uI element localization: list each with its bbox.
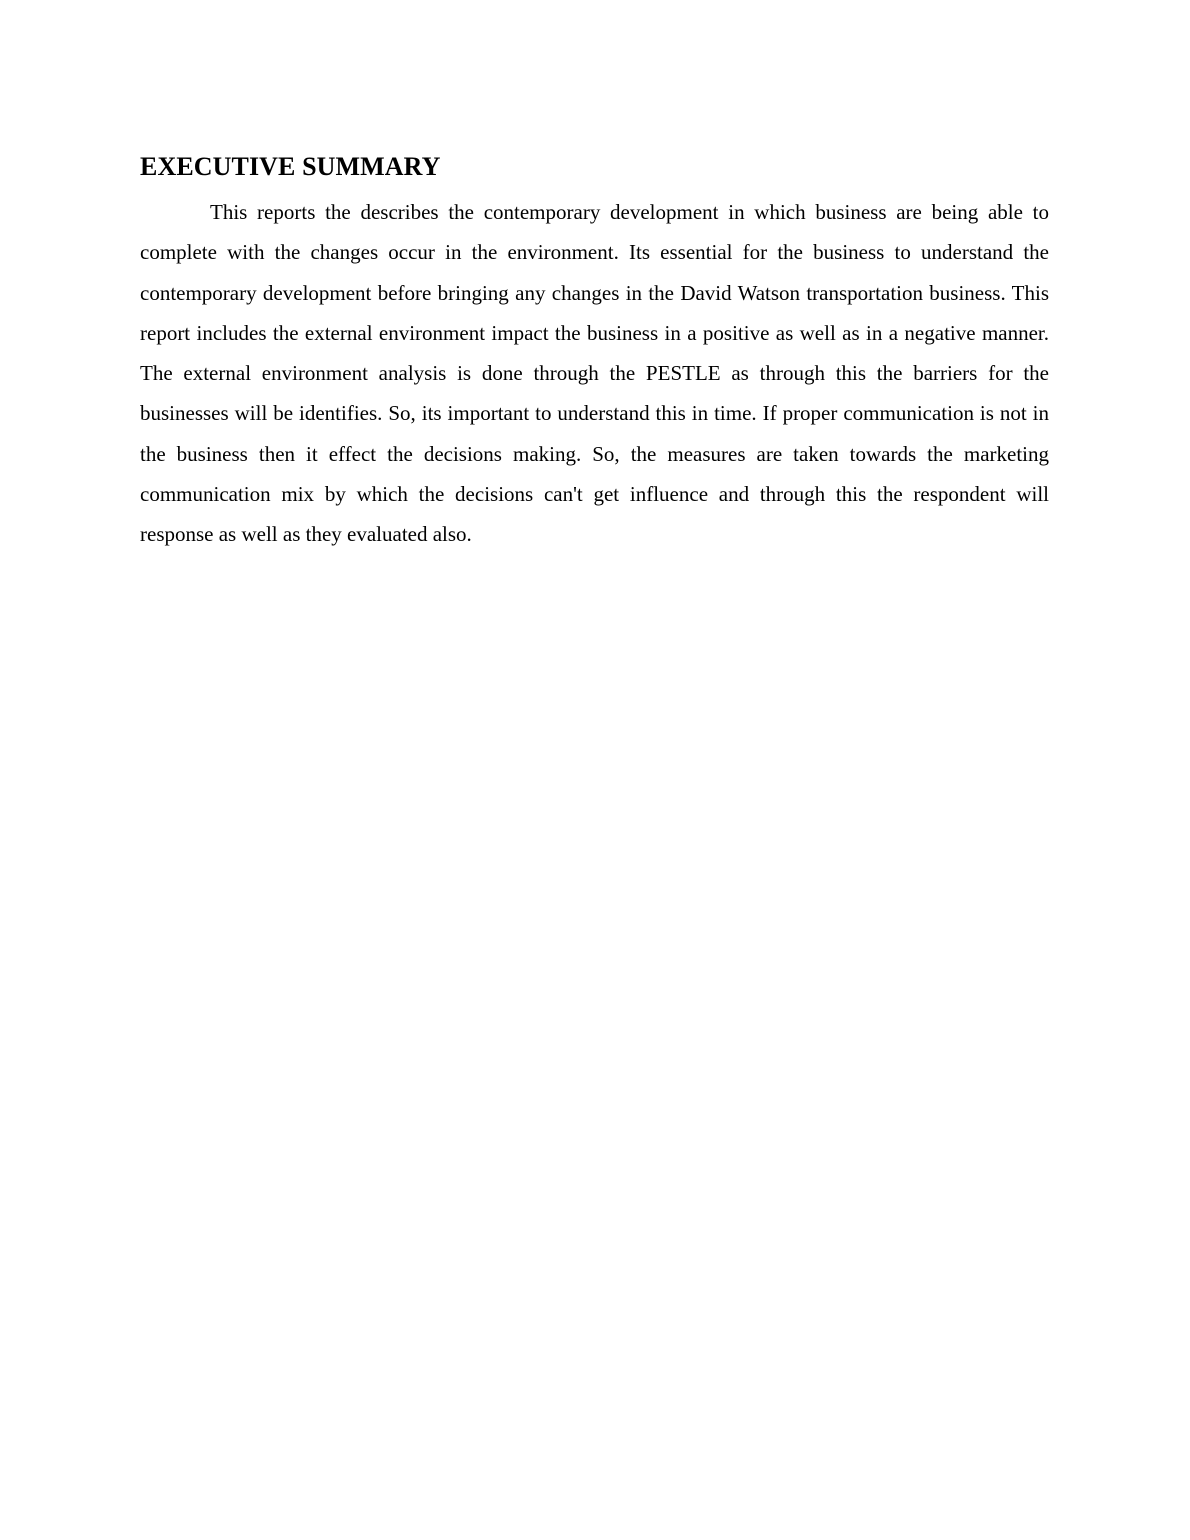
section-heading: EXECUTIVE SUMMARY (140, 152, 441, 181)
page-content (140, 150, 1049, 555)
summary-paragraph: This reports the describes the contemporary development in which business are being able to complete with the changes occur in the environment. Its essential for the business to understand the contemporary development before bringing any changes in the David Watson transportation business. This report includes the external environment impact the business in a positive as well as in a negative manner. The external environment analysis is done through the PESTLE as through this the barriers for the businesses will be identifies. So, its important to understand this in time. If proper communication is not in the business then it effect the decisions making. So, the measures are taken towards the marketing communication mix by which the decisions can't get influence and through this the respondent will response as well as they evaluated also. (140, 200, 1049, 547)
